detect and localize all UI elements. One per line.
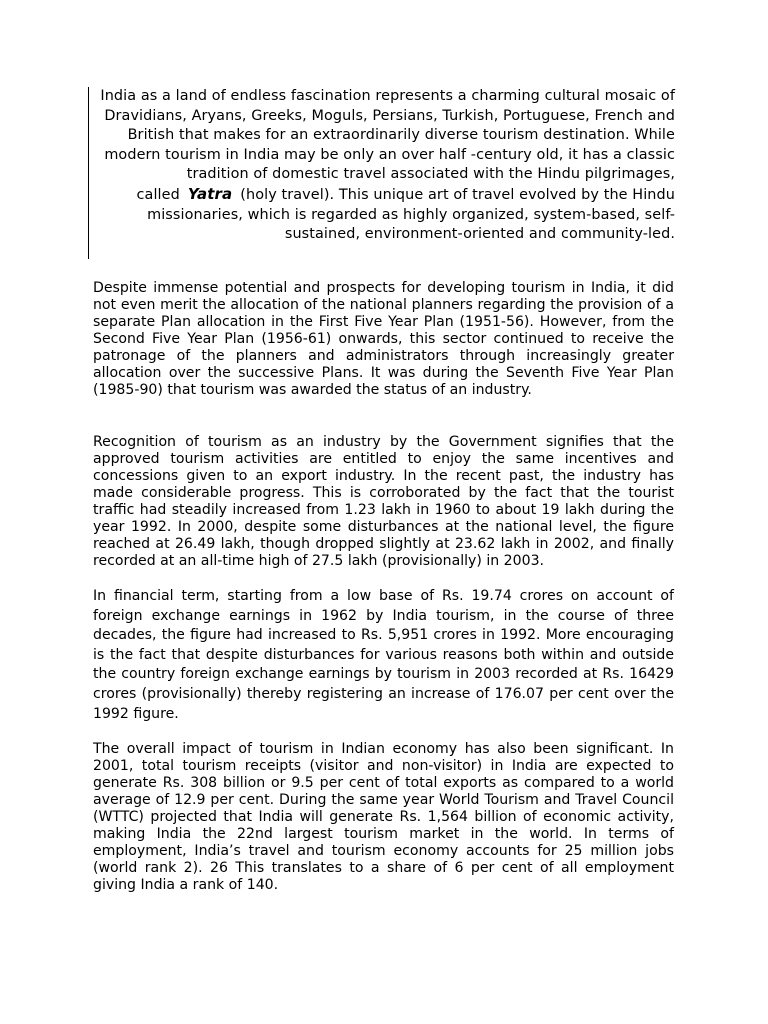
paragraph-plan-allocation: Despite immense potential and prospects for developing tourism in India, it did not even merit the allocation of the national planners regarding the provision of a separate Plan allocation in the First Five Year Plan (1951-56). However, from the Second Five Year Plan (1956-61) onwards, this sector continued to receive the patronage of the planners and administrators through increasingly greater allocation over the successive Plans. It was during the Seventh Five Year Plan (1985-90) that tourism was awarded the status of an industry. — [93, 280, 674, 398]
paragraph-foreign-exchange: In financial term, starting from a low base of Rs. 19.74 crores on account of foreign exchange earnings in 1962 by India tourism, in the course of three decades, the figure had increased to Rs. 5,951 crores in 1992. More encouraging is the fact that despite disturbances for various reasons both within and outside the country foreign exchange earnings by tourism in 2003 recorded at Rs. 16429 crores (provisionally) thereby registering an increase of 176.07 per cent over the 1992 figure. — [93, 588, 674, 722]
quote-emphasis-yatra: Yatra — [187, 184, 233, 203]
paragraph-economic-impact: The overall impact of tourism in Indian economy has also been significant. In 2001, total tourism receipts (visitor and non-visitor) in India are expected to generate Rs. 308 billion or 9.5 per cent of total exports as compared to a world average of 12.9 per cent. During the same year World Tourism and Travel Council (WTTC) projected that India will generate Rs. 1,564 billion of economic activity, making India the 22nd largest tourism market in the world. In terms of employment, India’s travel and tourism economy accounts for 25 million jobs (world rank 2). 26 This translates to a share of 6 per cent of all employment giving India a rank of 140. — [93, 741, 674, 893]
pull-quote — [88, 87, 675, 259]
quote-text-before: India as a land of endless fascination represents a charming cultural mosaic of Dravidians, Aryans, Greeks, Moguls, Persians, Turkish, Portuguese, French and British that makes for an extraordinarily diverse tourism destination. While modern tourism in India may be only an over half -century old, it has a classic tradition of domestic travel associated with the Hindu pilgrimages, called — [100, 88, 675, 203]
quote-text-after: (holy travel). This unique art of travel evolved by the Hindu missionaries, which is regarded as highly organized, system-based, self-sustained, environment-oriented and community-led. — [147, 186, 675, 243]
pull-quote-text — [89, 87, 675, 245]
paragraph-industry-recognition: Recognition of tourism as an industry by the Government signifies that the approved tourism activities are entitled to enjoy the same incentives and concessions given to an export industry. In the recent past, the industry has made considerable progress. This is corroborated by the fact that the tourist traffic had steadily increased from 1.23 lakh in 1960 to about 19 lakh during the year 1992. In 2000, despite some disturbances at the national level, the figure reached at 26.49 lakh, though dropped slightly at 23.62 lakh in 2002, and finally recorded at an all-time high of 27.5 lakh (provisionally) in 2003. — [93, 434, 674, 569]
